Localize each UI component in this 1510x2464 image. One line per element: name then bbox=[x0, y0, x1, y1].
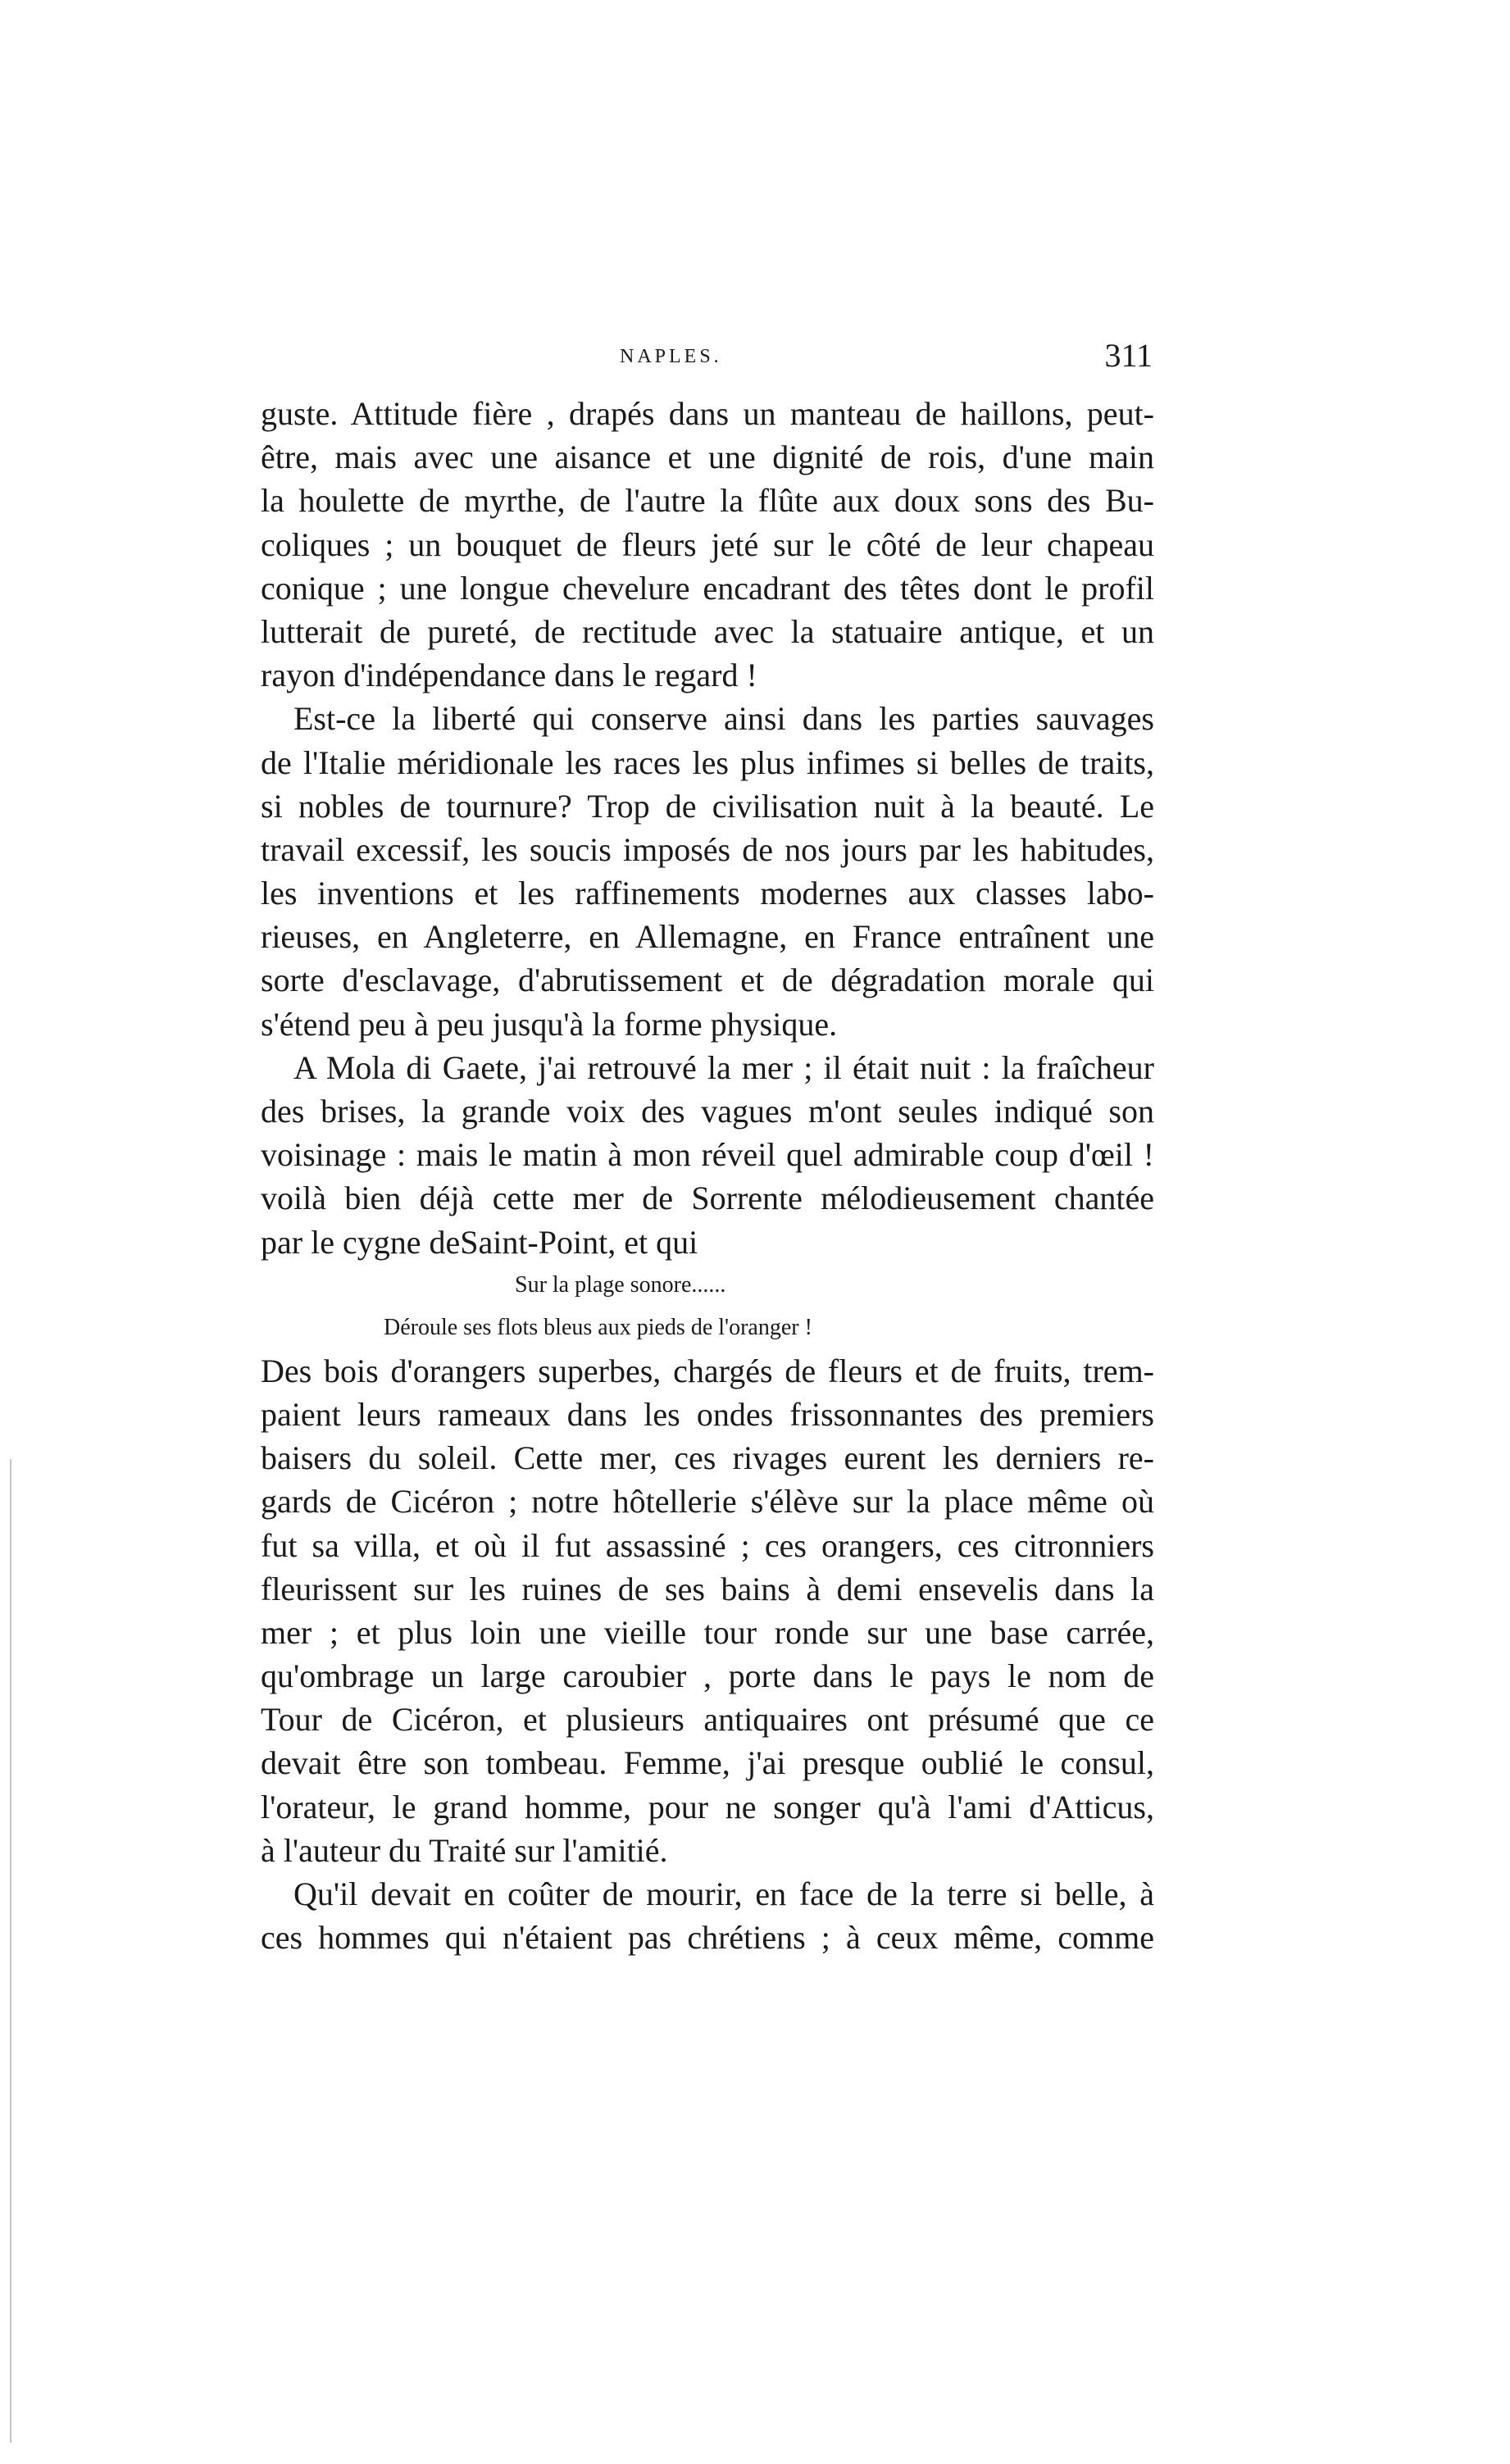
text-line: si nobles de tournure? Trop de civilisation nuit à la beauté. Le bbox=[261, 787, 1154, 825]
text-line: conique ; une longue chevelure encadrant des têtes dont le profil bbox=[261, 569, 1154, 607]
text-line: voilà bien déjà cette mer de Sorrente mélodieusement chantée bbox=[261, 1180, 1154, 1217]
text-line: voisinage : mais le matin à mon réveil quel admirable coup d'œil ! bbox=[261, 1136, 1154, 1174]
running-title: NAPLES. bbox=[620, 346, 722, 367]
text-line: de l'Italie méridionale les races les plus infimes si belles de traits, bbox=[261, 743, 1154, 781]
text-line: mer ; et plus loin une vieille tour ronde sur une base carrée, bbox=[261, 1613, 1154, 1651]
text-line: Des bois d'orangers superbes, chargés de fleurs et de fruits, trem- bbox=[261, 1352, 1154, 1389]
text-line: A Mola di Gaete, j'ai retrouvé la mer ; il était nuit : la fraîcheur bbox=[293, 1048, 1154, 1086]
text-line: devait être son tombeau. Femme, j'ai presque oublié le consul, bbox=[261, 1744, 1154, 1782]
text-line: sorte d'esclavage, d'abrutissement et de dégradation morale qui bbox=[261, 962, 1154, 999]
text-line: fut sa villa, et où il fut assassiné ; ces orangers, ces citronniers bbox=[261, 1526, 1154, 1564]
text-line: coliques ; un bouquet de fleurs jeté sur le côté de leur chapeau bbox=[261, 525, 1154, 563]
text-line: l'orateur, le grand homme, pour ne songer qu'à l'ami d'Atticus, bbox=[261, 1788, 1154, 1825]
text-line: lutterait de pureté, de rectitude avec la statuaire antique, et un bbox=[261, 612, 1154, 650]
verse-line: Déroule ses flots bleus aux pieds de l'oranger ! bbox=[384, 1314, 812, 1340]
text-line: paient leurs rameaux dans les ondes frissonnantes des premiers bbox=[261, 1395, 1154, 1433]
verse-line: Sur la plage sonore...... bbox=[515, 1271, 726, 1298]
text-line: qu'ombrage un large caroubier , porte dans le pays le nom de bbox=[261, 1657, 1154, 1695]
text-line: s'étend peu à peu jusqu'à la forme physique. bbox=[261, 1005, 838, 1043]
text-line: Est-ce la liberté qui conserve ainsi dans les parties sauvages bbox=[293, 700, 1154, 738]
page-header bbox=[259, 336, 1153, 385]
text-line: guste. Attitude fière , drapés dans un manteau de haillons, peut- bbox=[261, 395, 1154, 432]
text-line: la houlette de myrthe, de l'autre la flûte aux doux sons des Bu- bbox=[261, 482, 1154, 520]
text-line: baisers du soleil. Cette mer, ces rivages eurent les derniers re- bbox=[261, 1439, 1154, 1477]
text-line: travail excessif, les soucis imposés de nos jours par les habitudes, bbox=[261, 830, 1154, 868]
text-line: gards de Cicéron ; notre hôtellerie s'élève sur la place même où bbox=[261, 1483, 1154, 1521]
scan-edge-mark bbox=[10, 1459, 11, 2443]
text-line: Tour de Cicéron, et plusieurs antiquaires ont présumé que ce bbox=[261, 1701, 1154, 1739]
text-line: par le cygne deSaint-Point, et qui bbox=[261, 1223, 698, 1261]
text-line: les inventions et les raffinements modernes aux classes labo- bbox=[261, 875, 1154, 912]
text-line: Qu'il devait en coûter de mourir, en face de la terre si belle, à bbox=[293, 1875, 1154, 1912]
text-line: ces hommes qui n'étaient pas chrétiens ; à ceux même, comme bbox=[261, 1919, 1154, 1957]
text-line: rayon d'indépendance dans le regard ! bbox=[261, 657, 757, 694]
text-line: à l'auteur du Traité sur l'amitié. bbox=[261, 1831, 668, 1869]
page-number: 311 bbox=[1104, 337, 1153, 374]
text-line: rieuses, en Angleterre, en Allemagne, en France entraînent une bbox=[261, 918, 1154, 956]
body-text bbox=[261, 392, 1154, 1959]
text-line: fleurissent sur les ruines de ses bains à demi ensevelis dans la bbox=[261, 1570, 1154, 1607]
text-line: être, mais avec une aisance et une dignité de rois, d'une main bbox=[261, 439, 1154, 476]
text-line: des brises, la grande voix des vagues m'ont seules indiqué son bbox=[261, 1093, 1154, 1130]
